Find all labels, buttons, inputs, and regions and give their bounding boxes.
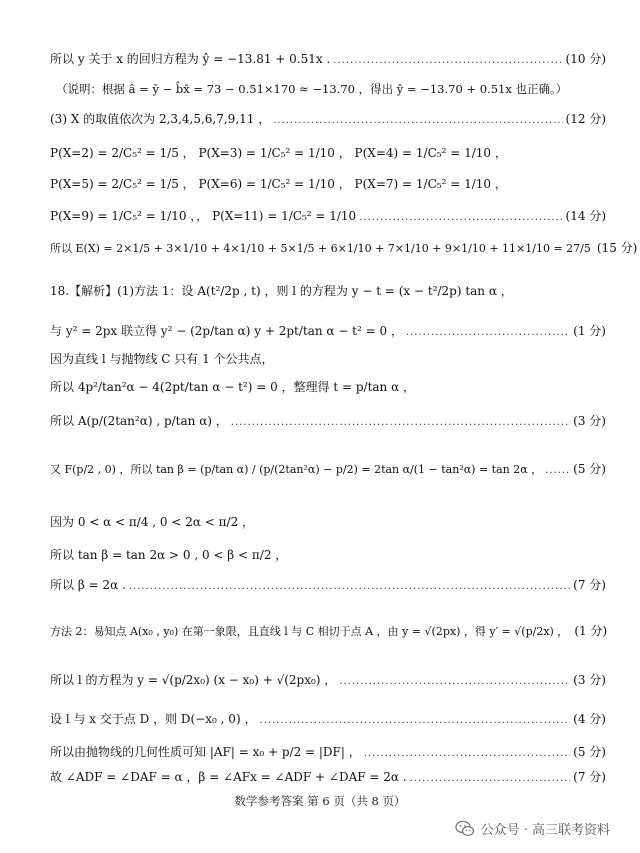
answer-line-text: 所以 y 关于 x 的回归方程为 ŷ = −13.81 + 0.51x . [50,52,331,66]
leader-dots [231,416,570,430]
answer-line [50,673,606,689]
answer-line-text: 所以 tan β = tan 2α > 0 , 0 < β < π/2 ， [50,548,288,562]
leader-dots [129,580,570,594]
page-footer: 数学参考答案 第 6 页（共 8 页） [234,794,406,808]
answer-line [50,770,606,786]
answer-line [50,177,606,191]
answer-line-text: 所以 A(p/(2tan²α) , p/tan α) ， [50,414,228,428]
answer-line [50,745,606,761]
leader-dots [406,326,570,340]
answer-line-text: 故 ∠ADF = ∠DAF = α ，β = ∠AFx = ∠ADF + ∠DAF = 2α . [50,770,407,784]
answer-line [50,462,606,478]
leader-dots [359,211,562,225]
leader-dots [273,114,562,128]
answer-line-text: 18.【解析】(1)方法 1：设 A(t²/2p , t) ，则 l 的方程为 y − t = (x − t²/2p) tan α ， [50,284,513,298]
wechat-icon [455,820,475,838]
answer-line-text: 又 F(p/2 , 0) ，所以 tan β = (p/tan α) / (p/(2tan²α) − p/2) = 2tan α/(1 − tan²α) = tan 2α ， [50,463,543,476]
score-label: (5 分) [573,745,606,759]
answer-line [50,52,606,68]
score-label: (10 分) [565,52,606,66]
answer-line-text: 与 y² = 2px 联立得 y² − (2p/tan α) y + 2pt/tan α − t² = 0 ， [50,324,403,338]
answer-line-text: P(X=2) = 2/C₅² = 1/5 ， P(X=3) = 1/C₅² = 1/10 ， P(X=4) = 1/C₅² = 1/10 ， [50,146,507,160]
answer-line [50,112,606,128]
answer-line-text: 所以 4p²/tan²α − 4(2pt/tan α − t²) = 0 ，整理得 t = p/tan α ， [50,380,416,394]
answer-line-text: 设 l 与 x 交于点 D ，则 D(−x₀ , 0) ， [50,712,257,726]
answer-line [50,414,606,430]
note-line-text: （说明：根据 â = ȳ − b̂x̄ = 73 − 0.51×170 ≈ −13.70 ，得出 ŷ = −13.70 + 0.51x 也正确。） [56,82,568,96]
answer-line-text: P(X=5) = 2/C₅² = 1/5 ， P(X=6) = 1/C₅² = 1/10 ， P(X=7) = 1/C₅² = 1/10 ， [50,177,507,191]
answer-line [50,548,606,562]
answer-line-text: 所以 E(X) = 2×1/5 + 3×1/10 + 4×1/10 + 5×1/5 + 6×1/10 + 7×1/10 + 9×1/10 + 11×1/10 = 27/5 [50,242,591,255]
leader-dots [333,54,562,68]
answer-line [50,209,606,225]
score-label: (3 分) [573,673,606,687]
answer-line-text: 所以 β = 2α . [50,578,126,592]
score-label: (12 分) [565,112,606,126]
score-label: (15 分) [596,241,638,255]
answer-line [50,380,606,394]
score-label: (5 分) [573,462,606,476]
answer-line-text: P(X=9) = 1/C₅² = 1/10 ，， P(X=11) = 1/C₅² = 1/10 [50,209,357,223]
answer-line [50,352,606,366]
answer-line [50,324,606,340]
answer-line-text: 因为直线 l 与抛物线 C 只有 1 个公共点， [50,352,274,366]
answer-line [50,515,606,529]
score-label: (7 分) [573,770,606,784]
score-label: (4 分) [573,712,606,726]
answer-line [50,712,606,728]
answer-line-text: 方法 2：易知点 A(x₀ , y₀) 在第一象限，且直线 l 与 C 相切于点 A ，由 y = √(2px) ，得 y′ = √(p/2x) ， [50,625,569,638]
score-label: (1 分) [574,624,608,638]
leader-dots [410,772,571,786]
score-label: (3 分) [573,414,606,428]
answer-line-text: 因为 0 < α < π/4 , 0 < 2α < π/2 ， [50,515,255,529]
watermark-text: 公众号 · 高三联考资料 [480,823,610,838]
leader-dots [364,747,570,761]
answer-line-text: 所以 l 的方程为 y = √(p/2x₀) (x − x₀) + √(2px₀) ， [50,673,337,687]
score-label: (7 分) [573,578,606,592]
answer-line-text: 所以由抛物线的几何性质可知 |AF| = x₀ + p/2 = |DF| ， [50,745,361,759]
section-heading-line [50,284,606,298]
answer-line [50,578,606,594]
leader-dots [339,675,570,689]
leader-dots [259,714,570,728]
score-label: (1 分) [573,324,606,338]
leader-dots [545,464,570,478]
note-line [56,82,606,96]
answer-line-text: (3) X 的取值依次为 2,3,4,5,6,7,9,11 ， [50,112,271,126]
watermark [455,819,610,838]
answer-line [50,241,638,257]
answer-line [50,146,606,160]
score-label: (14 分) [565,209,606,223]
answer-line [50,624,606,640]
